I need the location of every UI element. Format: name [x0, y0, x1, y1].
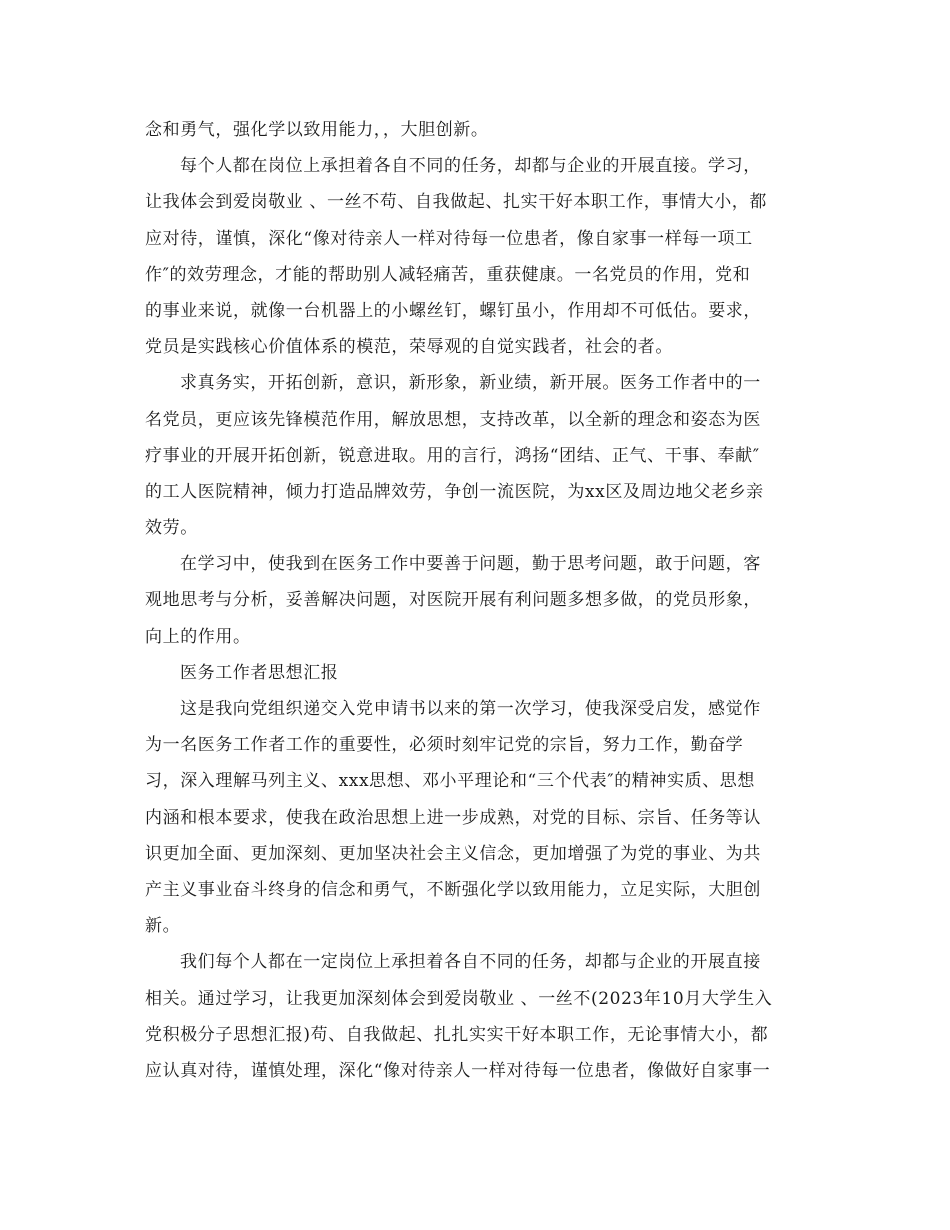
text-line: 的工人医院精神，倾力打造品牌效劳，争创一流医院，为xx区及周边地父老乡亲 [145, 481, 764, 502]
text-line: 每个人都在岗位上承担着各自不同的任务，却都与企业的开展直接。学习， [180, 156, 761, 177]
text-line: 党员是实践核心价值体系的模范，荣辱观的自觉实践者，社会的者。 [145, 337, 673, 358]
text-line: 让我体会到爱岗敬业 、一丝不苟、自我做起、扎实干好本职工作，事情大小，都 [145, 192, 768, 213]
text-line: 应认真对待，谨慎处理，深化“像对待亲人一样对待每一位患者，像做好自家事一 [145, 1060, 771, 1081]
text-line: 在学习中，使我到在医务工作中要善于问题，勤于思考问题，敢于问题，客 [180, 554, 761, 575]
text-line: 名党员，更应该先锋模范作用，解放思想，支持改革，以全新的理念和姿态为医 [145, 409, 761, 430]
text-line: 产主义事业奋斗终身的信念和勇气，不断强化学以致用能力，立足实际，大胆创 [145, 879, 761, 900]
text-line: 内涵和根本要求，使我在政治思想上进一步成熟，对党的目标、宗旨、任务等认 [145, 807, 761, 828]
text-line: 应对待，谨慎，深化“像对待亲人一样对待每一位患者，像自家事一样每一项工 [145, 228, 753, 249]
text-line: 党积极分子思想汇报)苟、自我做起、扎扎实实干好本职工作，无论事情大小，都 [145, 1024, 769, 1045]
text-line: 识更加全面、更加深刻、更加坚决社会主义信念，更加增强了为党的事业、为共 [145, 843, 761, 864]
text-line: 求真务实，开拓创新，意识，新形象，新业绩，新开展。医务工作者中的一 [180, 373, 761, 394]
text-line: 作″的效劳理念，才能的帮助别人减轻痛苦，重获健康。一名党员的作用，党和 [145, 264, 751, 285]
text-line: 的事业来说，就像一台机器上的小螺丝钉，螺钉虽小，作用却不可低估。要求， [145, 300, 761, 321]
text-line: 向上的作用。 [145, 626, 251, 647]
text-line: 这是我向党组织递交入党申请书以来的第一次学习，使我深受启发，感觉作 [180, 699, 761, 719]
document-body [145, 112, 805, 1089]
text-line: 疗事业的开展开拓创新，锐意进取。用的言行，鸿扬“团结、正气、干事、奉献″ [145, 445, 760, 466]
text-line: 习，深入理解马列主义、xxx思想、邓小平理论和“三个代表″的精神实质、思想 [145, 771, 756, 792]
text-line: 相关。通过学习，让我更加深刻体会到爱岗敬业 、一丝不(2023年10月大学生入 [145, 988, 773, 1009]
text-line: 念和勇气，强化学以致用能力，，大胆创新。 [145, 120, 489, 140]
text-line: 效劳。 [145, 518, 198, 539]
text-line: 医务工作者思想汇报 [180, 662, 339, 683]
text-line: 新。 [145, 916, 181, 937]
text-line: 我们每个人都在一定岗位上承担着各自不同的任务，却都与企业的开展直接 [180, 952, 761, 973]
text-line: 为一名医务工作者工作的重要性，必须时刻牢记党的宗旨，努力工作，勤奋学 [145, 735, 744, 756]
text-line: 观地思考与分析，妥善解决问题，对医院开展有利问题多想多做，的党员形象， [145, 590, 761, 611]
